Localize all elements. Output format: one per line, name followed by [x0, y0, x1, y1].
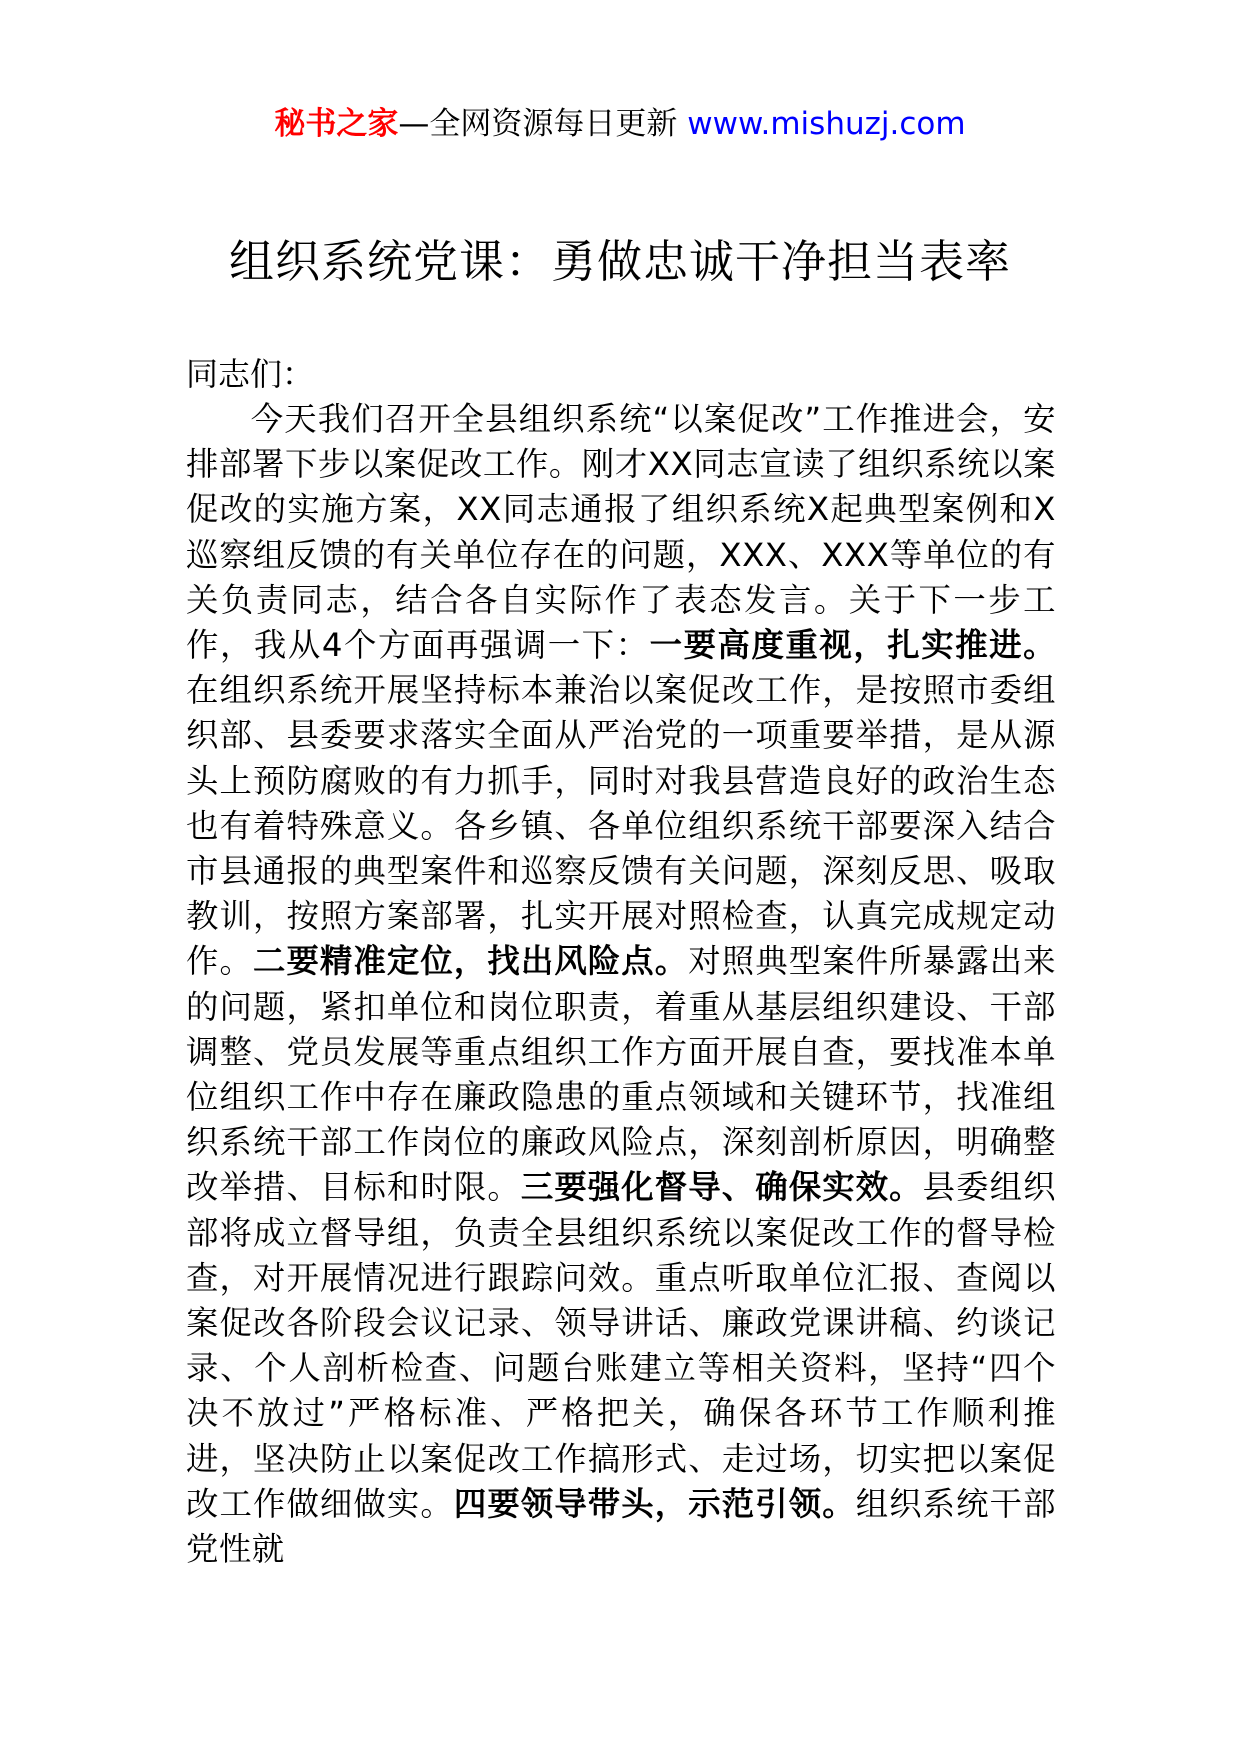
- site-url: www.mishuzj.com: [687, 106, 966, 142]
- point-heading-4: 四要领导带头，示范引领。: [453, 1484, 856, 1523]
- body-text-segment: 县委组织部将成立督导组，负责全县组织系统以案促改工作的督导检查，对开展情况进行跟踪问效。重点听取单位汇报、查阅以案促改各阶段会议记录、领导讲话、廉政党课讲稿、约谈记录、个人剖析检查、问题台账建立等相关资料，坚持“四个决不放过”严格标准、严格把关，确保各环节工作顺利推进，坚决防止以案促改工作搞形式、走过场，切实把以案促改工作做细做实。: [186, 1168, 1056, 1523]
- banner-tagline: —全网资源每日更新: [398, 106, 688, 142]
- site-banner: [0, 104, 1240, 144]
- body-text-segment: 在组织系统开展坚持标本兼治以案促改工作，是按照市委组织部、县委要求落实全面从严治党的一项重要举措，是从源头上预防腐败的有力抓手，同时对我县营造良好的政治生态也有着特殊意义。各乡镇、各单位组织系统干部要深入结合市县通报的典型案件和巡察反馈有关问题，深刻反思、吸取教训，按照方案部署，扎实开展对照检查，认真完成规定动作。: [186, 671, 1056, 981]
- body-text-segment: 组织系统干部党性就: [186, 1484, 1056, 1569]
- body-paragraph: [186, 397, 1056, 1572]
- greeting: 同志们：: [186, 355, 315, 393]
- body-text-segment: 对照典型案件所暴露出来的问题，紧扣单位和岗位职责，着重从基层组织建设、干部调整、党员发展等重点组织工作方面开展自查，要找准本单位组织工作中存在廉政隐患的重点领域和关键环节，找准组织系统干部工作岗位的廉政风险点，深刻剖析原因，明确整改举措、目标和时限。: [186, 942, 1056, 1207]
- document-title: 组织系统党课：勇做忠诚干净担当表率: [228, 235, 1011, 288]
- point-heading-3: 三要强化督导、确保实效。: [520, 1168, 923, 1207]
- brand-name: 秘书之家: [274, 106, 399, 142]
- point-heading-1: 一要高度重视，扎实推进。: [649, 626, 1057, 665]
- body-text-segment: 今天我们召开全县组织系统“以案促改”工作推进会，安排部署下步以案促改工作。刚才XX同志宣读了组织系统以案促改的实施方案，XX同志通报了组织系统X起典型案例和X巡察组反馈的有关单位存在的问题，XXX、XXX等单位的有关负责同志，结合各自实际作了表态发言。关于下一步工作，我从4个方面再强调一下：: [186, 400, 1056, 665]
- point-heading-2: 二要精准定位，找出风险点。: [252, 942, 689, 981]
